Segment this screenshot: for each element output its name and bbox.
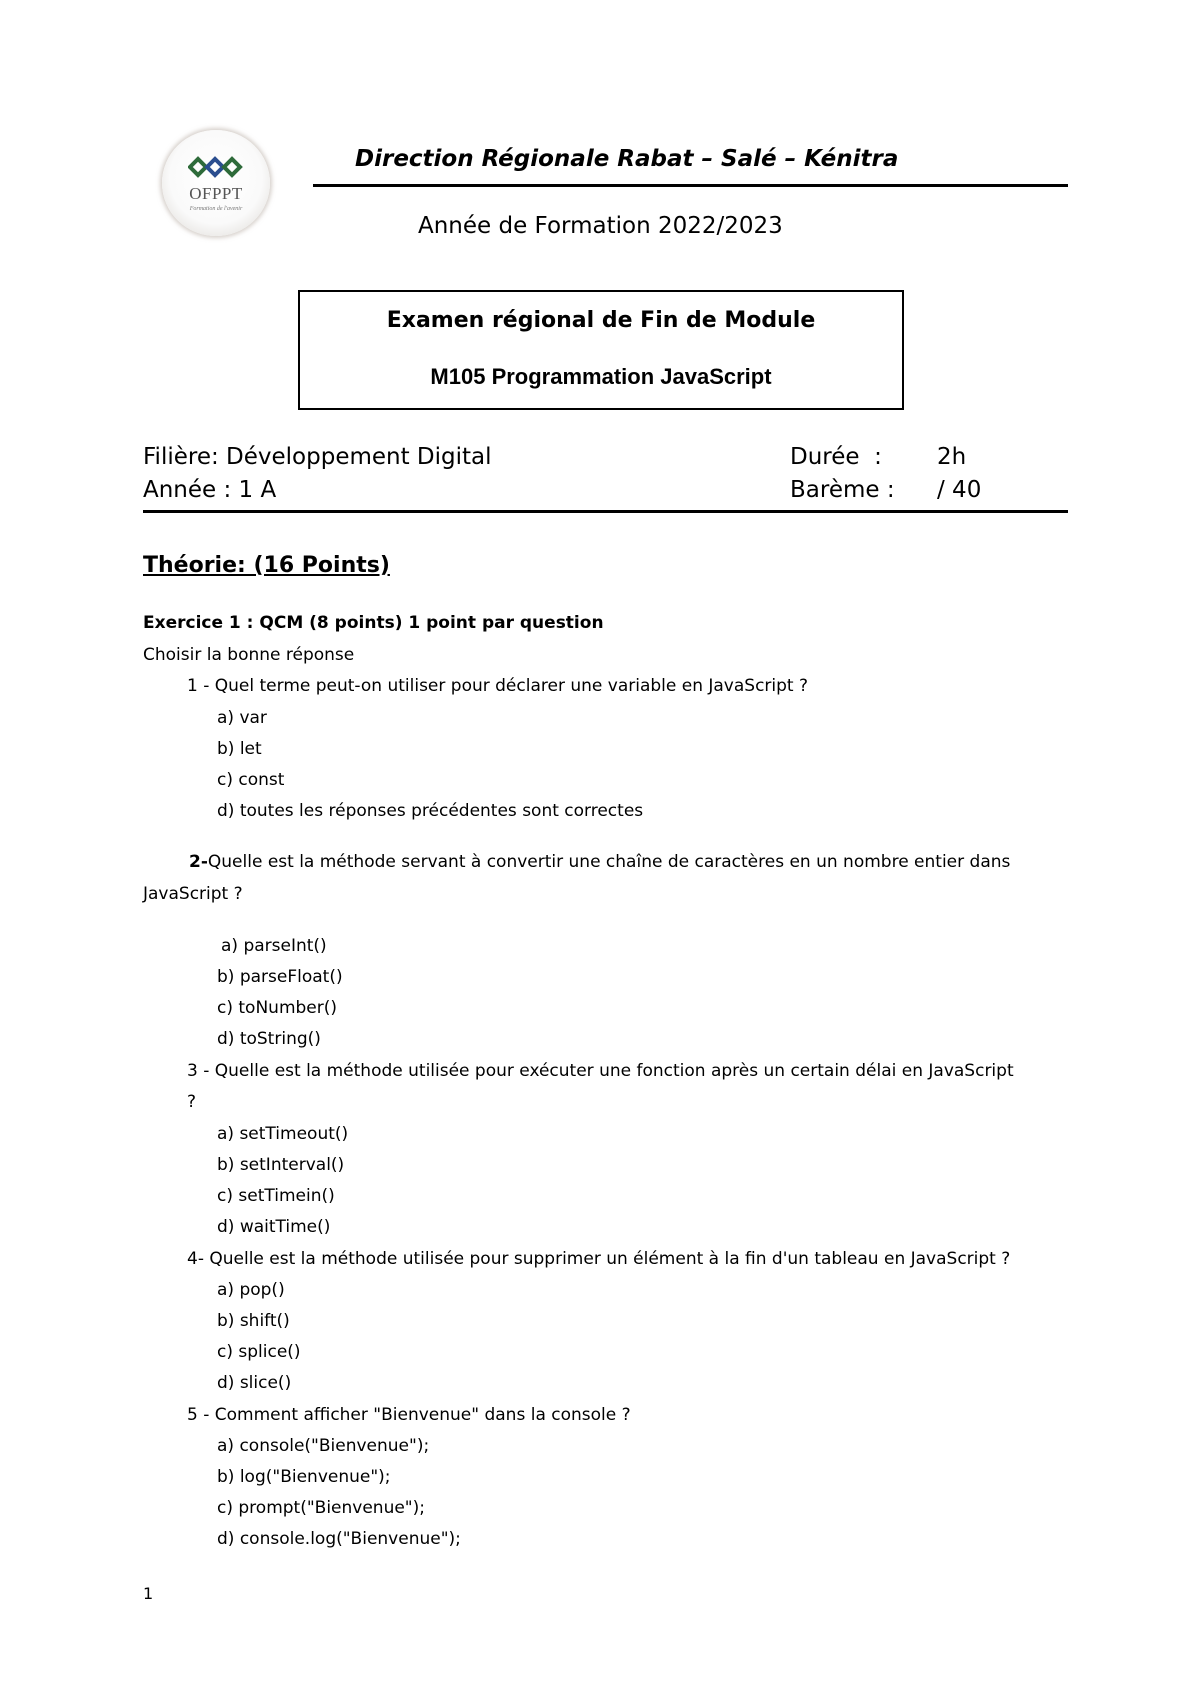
duree-value: 2h [937, 444, 967, 470]
question-3-continuation: ? [187, 1092, 197, 1112]
question-2-option-a: a) parseInt() [221, 936, 327, 956]
question-1-option-c: c) const [217, 770, 285, 790]
exam-title-box [298, 290, 904, 410]
section-title: Théorie: (16 Points) [143, 553, 390, 578]
question-2-option-d: d) toString() [217, 1029, 321, 1049]
question-5-option-a: a) console("Bienvenue"); [217, 1436, 430, 1456]
bareme-label: Barème : [790, 477, 895, 503]
question-2-continuation: JavaScript ? [143, 884, 243, 904]
question-text: Quelle est la méthode utilisée pour supprimer un élément à la fin d'un tableau en JavaScript ? [209, 1249, 1011, 1269]
question-4-option-a: a) pop() [217, 1280, 285, 1300]
question-5 [187, 1405, 631, 1425]
info-rule [143, 510, 1068, 513]
question-2-option-b: b) parseFloat() [217, 967, 343, 987]
exercise-instruction: Choisir la bonne réponse [143, 645, 355, 665]
question-2-option-c: c) toNumber() [217, 998, 338, 1018]
question-3 [187, 1061, 1014, 1081]
annee-label: Année : 1 A [143, 477, 277, 503]
question-3-option-d: d) waitTime() [217, 1217, 331, 1237]
question-number: 5 - [187, 1405, 215, 1425]
filiere-label: Filière: Développement Digital [143, 444, 492, 470]
ofppt-logo [162, 130, 270, 236]
header-rule [313, 184, 1068, 187]
question-text: Quelle est la méthode servant à convertir une chaîne de caractères en un nombre entier dans [207, 852, 1011, 872]
question-2 [189, 852, 1010, 872]
bareme-value: / 40 [937, 477, 982, 503]
exercise-title: Exercice 1 : QCM (8 points) 1 point par question [143, 613, 604, 633]
question-number: 4- [187, 1249, 210, 1269]
question-3-option-a: a) setTimeout() [217, 1124, 349, 1144]
question-text: Quel terme peut-on utiliser pour déclarer une variable en JavaScript ? [214, 676, 809, 696]
question-text: Quelle est la méthode utilisée pour exécuter une fonction après un certain délai en JavaScript [214, 1061, 1014, 1081]
duree-label: Durée : [790, 444, 882, 470]
question-5-option-b: b) log("Bienvenue"); [217, 1467, 391, 1487]
question-3-option-b: b) setInterval() [217, 1155, 345, 1175]
question-number: 3 - [187, 1061, 215, 1081]
question-1-option-b: b) let [217, 739, 262, 759]
question-4-option-b: b) shift() [217, 1311, 290, 1331]
logo-subtext: Formation de l'avenir [189, 206, 243, 212]
training-year: Année de Formation 2022/2023 [418, 213, 783, 239]
logo-text: OFPPT [189, 184, 243, 203]
question-number: 1 - [187, 676, 215, 696]
logo-emblem-icon [188, 152, 244, 182]
question-5-option-d: d) console.log("Bienvenue"); [217, 1529, 461, 1549]
question-1-option-a: a) var [217, 708, 267, 728]
question-4-option-d: d) slice() [217, 1373, 292, 1393]
exam-title: Examen régional de Fin de Module [386, 308, 816, 333]
question-4 [187, 1249, 1010, 1269]
question-1-option-d: d) toutes les réponses précédentes sont correctes [217, 801, 644, 821]
question-5-option-c: c) prompt("Bienvenue"); [217, 1498, 425, 1518]
module-title: M105 Programmation JavaScript [430, 364, 772, 389]
question-text: Comment afficher "Bienvenue" dans la console ? [214, 1405, 631, 1425]
question-4-option-c: c) splice() [217, 1342, 301, 1362]
question-number: 2- [189, 852, 208, 872]
question-3-option-c: c) setTimein() [217, 1186, 335, 1206]
question-1 [187, 676, 808, 696]
direction-title: Direction Régionale Rabat – Salé – Kénitra [355, 146, 899, 172]
page-number: 1 [143, 1584, 154, 1603]
